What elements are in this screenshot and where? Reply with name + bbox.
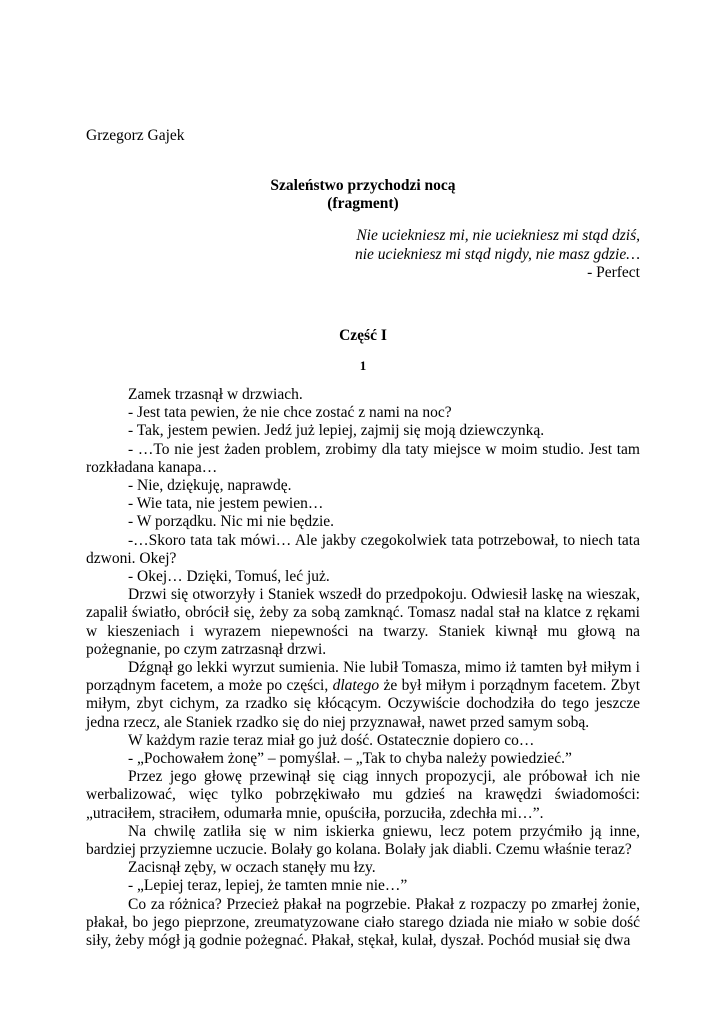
paragraph (86, 659, 640, 732)
paragraph: Zamek trzasnął w drzwiach. (128, 386, 303, 403)
paragraph: - Jest tata pewien, że nie chce zostać z nami na noc? (128, 404, 452, 422)
author-name: Grzegorz Gajek (86, 127, 185, 144)
paragraph: - „Pochowałem żonę” – pomyślał. – „Tak to chyba należy powiedzieć.” (128, 750, 572, 768)
paragraph: - „Lepiej teraz, lepiej, że tamten mnie nie…” (128, 877, 408, 895)
body-text (86, 386, 640, 950)
epigraph-attribution: - Perfect (587, 264, 640, 281)
chapter-number: 1 (359, 358, 367, 373)
paragraph: - Okej… Dzięki, Tomuś, leć już. (128, 568, 330, 586)
part-heading: Część I (339, 327, 387, 344)
paragraph: -…Skoro tata tak mówi… Ale jakby czegokolwiek tata potrzebował, to niech tata dzwoni. Okej? (86, 531, 640, 567)
paragraph: - Tak, jestem pewien. Jedź już lepiej, zajmij się moją dziewczynką. (128, 422, 545, 440)
paragraph: Co za różnica? Przecież płakał na pogrzebie. Płakał z rozpaczy po zmarłej żonie, płakał, bo jego pieprzone, zreumatyzowane ciało starego dziada nie miało w sobie dość siły, żeby mógł ją godnie pożegnać. Płakał, stękał, kulał, dyszał. Pochód musiał się dwa (86, 895, 640, 950)
paragraph-text: Dźgnął go lekki wyrzut sumienia. Nie lubił Tomasza, mimo iż tamten był miłym i porządnym facetem, a może po części, (86, 659, 640, 695)
title-line: Szaleństwo przychodzi nocą (270, 177, 456, 194)
paragraph: - Nie, dziękuję, naprawdę. (128, 477, 292, 495)
paragraph: Na chwilę zatliła się w nim iskierka gniewu, lecz potem przyćmiło ją inne, bardziej przyziemne uczucie. Bolały go kolana. Bolały jak diabli. Czemu właśnie teraz? (86, 822, 640, 859)
paragraph: - Wie tata, nie jestem pewien… (128, 495, 324, 513)
paragraph: W każdym razie teraz miał go już dość. Ostatecznie dopiero co… (128, 731, 535, 749)
title-subtitle: (fragment) (327, 195, 399, 212)
paragraph: Zacisnął zęby, w oczach stanęły mu łzy. (128, 859, 376, 877)
epigraph (355, 227, 640, 283)
paragraph: Drzwi się otworzyły i Staniek wszedł do przedpokoju. Odwiesił laskę na wieszak, zapalił światło, obrócił się, żeby za sobą zamknąć. Tomasz nadal stał na klatce z rękami w kieszeniach i wyrazem niepewności na twarzy. Staniek kiwnął mu głową na pożegnanie, po czym zatrzasnął drzwi. (86, 586, 640, 658)
paragraph: - W porządku. Nic mi nie będzie. (128, 513, 335, 531)
epigraph-line: nie uciekniesz mi stąd nigdy, nie masz gdzie… (355, 245, 640, 263)
paragraph-text: że był miłym i porządnym facetem. Zbyt miłym, zbyt cichym, za rzadko się kłócącym. Oczywiście dochodziła do tego jeszcze jedna rzecz, ale Staniek rzadko się do niej przyznawał, nawet przed samym sobą. (86, 677, 641, 731)
epigraph-line: Nie uciekniesz mi, nie uciekniesz mi stąd dziś, (356, 227, 640, 244)
paragraph: - …To nie jest żaden problem, zrobimy dla taty miejsce w moim studio. Jest tam rozkładana kanapa… (86, 440, 640, 476)
emphasis-text: dlatego (332, 677, 380, 695)
paragraph: Przez jego głowę przewinął się ciąg innych propozycji, ale próbował ich nie werbalizować, więc tylko pobrzękiwało mu gdzieś na krawędzi świadomości: „utraciłem, straciłem, odumarła mnie, opuściła, porzuciła, zdechła mi…”. (86, 768, 640, 822)
document-title (86, 177, 640, 213)
